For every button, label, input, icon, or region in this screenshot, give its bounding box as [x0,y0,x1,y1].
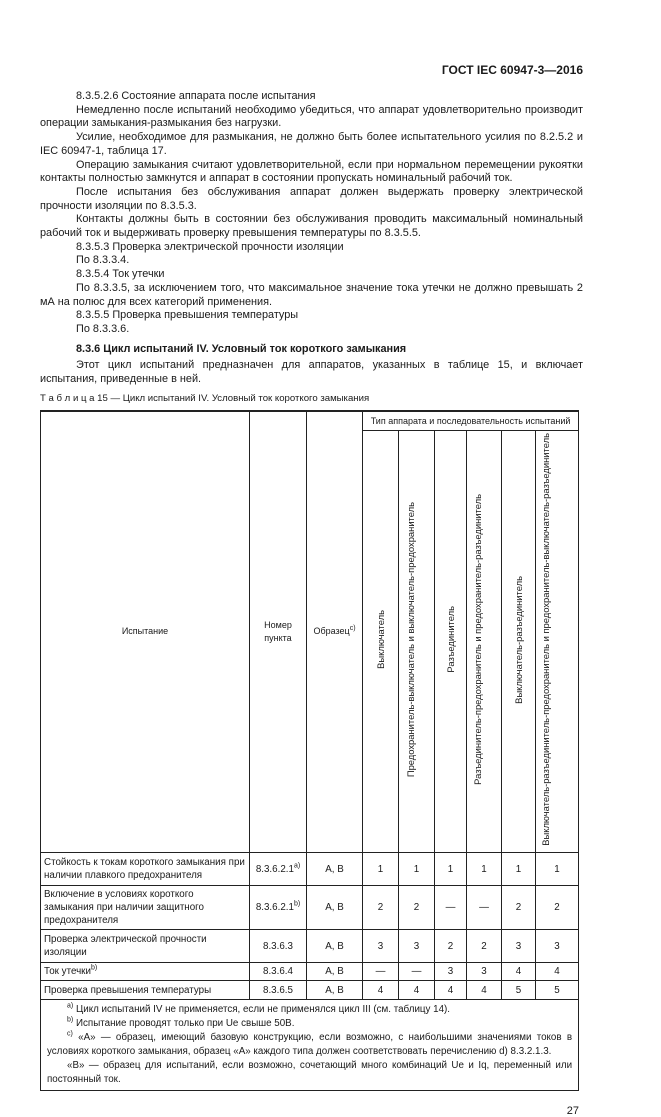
cell-value-text: 3 [554,940,560,952]
cell-value-text: 3 [377,940,384,952]
cell-value [536,963,579,981]
cell-test-text: Проверка превышения температуры [44,984,212,996]
header-type [399,431,435,853]
cell-item-text: 8.3.6.3 [263,940,293,952]
cell-sample [307,930,363,963]
cell-test [41,853,250,886]
paragraph: Контакты должны быть в состоянии без обслуживания проводить максимальный номинальный рабочий ток и выдерживать проверку превышения температуры по 8.3.5.5. [40,213,583,240]
cell-item [250,981,307,1000]
footnote-text: Испытание проводят только при Ue свыше 50В. [75,1018,295,1029]
paragraph: Операцию замыкания считают удовлетворительной, если при нормальном перемещении рукоятки контакты полностью замкнутся и аппарат в состоянии пропускать номинальный рабочий ток. [40,158,583,185]
cell-value-text: 2 [447,940,454,952]
test-sequence-table [40,410,579,1091]
footnote-ref: b) [293,900,301,908]
cell-value [363,930,399,963]
cell-test-text: Стойкость к токам короткого замыкания при наличии плавкого предохранителя [44,857,245,881]
cell-value-text: 1 [515,863,522,875]
table-row [41,853,579,886]
footnote-ref: a) [293,862,301,870]
cell-value [399,963,435,981]
cell-value [467,853,502,886]
cell-test [41,886,250,930]
cell-value-text: — [479,902,489,913]
cell-sample [307,981,363,1000]
cell-sample-text: A, B [325,984,344,996]
cell-item [250,930,307,963]
cell-value-text: — [375,966,386,977]
cell-value-text: 4 [413,984,420,996]
footnote-text: «А» — образец, имеющий базовую конструкцию, если возможно, с наибольшими значениями токов в условиях короткого замыкания, образец «А» каждого типа должен соответствовать перечислению d) 8.3.2.1.3. [47,1032,573,1057]
cell-value [363,886,399,930]
cell-value-text: 2 [377,902,384,913]
cell-test-text: Ток утечки [44,966,91,977]
cell-value-text: — [411,966,422,977]
header-item-label: Номер пункта [264,619,292,643]
type-label: Разъединитель [445,606,456,673]
footnote-mark: a) [67,1002,74,1010]
header-sample-label: Образец [313,626,350,637]
footnote-mark: b) [67,1016,74,1024]
cell-value [399,981,435,1000]
cell-value-text: 4 [377,984,384,996]
footnote-mark: c) [67,1030,73,1038]
cell-value [399,886,435,930]
cell-item [250,963,307,981]
cell-value-text: 1 [377,863,384,875]
cell-value-text: 2 [515,902,522,913]
footnote-c [47,1031,572,1059]
page-content [40,90,583,1117]
cell-item-text: 8.3.6.2.1 [255,863,294,875]
cell-value [363,981,399,1000]
type-label: Выключатель-разъединитель-предохранитель и предохранитель-выключатель-разъединитель [540,433,552,846]
cell-value [467,963,502,981]
cell-value [435,853,467,886]
cell-sample [307,886,363,930]
header-group: Тип аппарата и последовательность испытаний [363,411,579,431]
cell-test [41,930,250,963]
cell-value-text: 1 [447,863,454,875]
cell-value-text: 2 [481,940,487,952]
footnote-ref: b) [90,964,98,972]
paragraph: 8.3.5.5 Проверка превышения температуры [76,309,299,322]
cell-item [250,886,307,930]
header-item [250,411,307,853]
cell-value [536,853,579,886]
paragraph: Этот цикл испытаний предназначен для аппаратов, указанных в таблице 15, и включает испытания, приведенные в ней. [40,359,583,386]
cell-value-text: 4 [481,984,487,996]
type-label: Предохранитель-выключатель и выключатель-предохранитель [404,502,416,778]
cell-sample [307,853,363,886]
cell-value-text: 3 [413,940,420,952]
paragraph: Немедленно после испытаний необходимо убедиться, что аппарат удовлетворительно производит операции замыкания-размыкания без нагрузки. [40,103,583,130]
header-type [502,431,536,853]
section-heading: 8.3.6 Цикл испытаний IV. Условный ток короткого замыкания [76,342,407,355]
cell-sample-text: A, B [325,966,344,977]
cell-test [41,981,250,1000]
type-label: Выключатель-разъединитель [513,575,524,704]
cell-value-text: 2 [554,902,560,913]
footnote-ref: c) [349,625,356,633]
cell-value-text: — [445,902,456,913]
cell-value [467,886,502,930]
cell-value [502,981,536,1000]
cell-sample-text: A, B [325,863,344,875]
header-type [435,431,467,853]
table-row [41,930,579,963]
header-sample [307,411,363,853]
cell-sample [307,963,363,981]
cell-value [435,930,467,963]
header-type [536,431,579,853]
cell-value-text: 3 [481,966,487,977]
cell-value-text: 1 [413,863,420,875]
cell-value [435,886,467,930]
cell-item-text: 8.3.6.4 [263,966,293,977]
paragraph: После испытания без обслуживания аппарат должен выдержать проверку электрической прочности изоляции по 8.3.5.3. [40,185,583,212]
page-number: 27 [566,1105,579,1117]
cell-value-text: 1 [554,863,560,875]
cell-value-text: 4 [515,966,522,977]
type-label: Разъединитель-предохранитель и предохранитель-разъединитель [472,494,483,786]
cell-item [250,853,307,886]
paragraph: По 8.3.3.5, за исключением того, что максимальное значение тока утечки не должно превышать 2 мА на полюс для всех категорий применения. [40,281,583,308]
cell-value [536,981,579,1000]
paragraph: 8.3.5.4 Ток утечки [76,268,165,281]
table-row [41,963,579,981]
cell-value [399,853,435,886]
cell-value [467,981,502,1000]
body-text [40,90,583,405]
cell-value [435,963,467,981]
cell-sample-text: A, B [325,940,344,952]
cell-value-text: 5 [554,984,560,996]
type-label: Выключатель [375,610,386,670]
cell-test-text: Включение в условиях короткого замыкания при наличии защитного предохранителя [44,889,204,926]
footnote-c2: «В» — образец для испытаний, если возможно, сочетающий много комбинаций Ue и Iq, переменный или постоянный ток. [47,1060,573,1085]
table-row [41,981,579,1000]
cell-test [41,963,250,981]
paragraph: 8.3.5.2.6 Состояние аппарата после испытания [76,90,316,102]
cell-value-text: 5 [515,984,522,996]
header-test: Испытание [41,411,250,853]
table-footnotes [41,1000,579,1091]
header-type [467,431,502,853]
cell-value [435,981,467,1000]
paragraph: 8.3.5.3 Проверка электрической прочности изоляции [76,240,344,253]
cell-value [536,930,579,963]
paragraph: Усилие, необходимое для размыкания, не должно быть более испытательного усилия по 8.2.5.2 и IEC 60947-1, таблица 17. [40,131,583,157]
paragraph: По 8.3.3.4. [76,254,130,267]
cell-value-text: 4 [447,984,454,996]
cell-sample-text: A, B [325,902,344,913]
cell-value-text: 4 [554,966,560,977]
cell-item-text: 8.3.6.5 [263,984,293,996]
footnote-b [47,1017,572,1031]
cell-value-text: 1 [481,863,487,875]
cell-value-text: 3 [447,966,454,977]
table-caption: Т а б л и ц а 15 — Цикл испытаний IV. Условный ток короткого замыкания [40,392,370,404]
document-header: ГОСТ IEC 60947-3—2016 [441,63,583,77]
table-row [41,886,579,930]
cell-value [502,853,536,886]
cell-value [467,930,502,963]
cell-value [502,963,536,981]
cell-value-text: 3 [515,940,522,952]
cell-test-text: Проверка электрической прочности изоляции [44,934,207,958]
cell-value [502,886,536,930]
footnote-a [47,1003,572,1017]
cell-value [502,930,536,963]
footnote-text: Цикл испытаний IV не применяется, если не применялся цикл III (см. таблицу 14). [75,1004,451,1015]
cell-value [399,930,435,963]
cell-value [363,853,399,886]
paragraph: По 8.3.3.6. [76,322,130,335]
cell-item-text: 8.3.6.2.1 [255,902,294,913]
cell-value-text: 2 [413,902,420,913]
cell-value [536,886,579,930]
header-type [363,431,399,853]
cell-value [363,963,399,981]
